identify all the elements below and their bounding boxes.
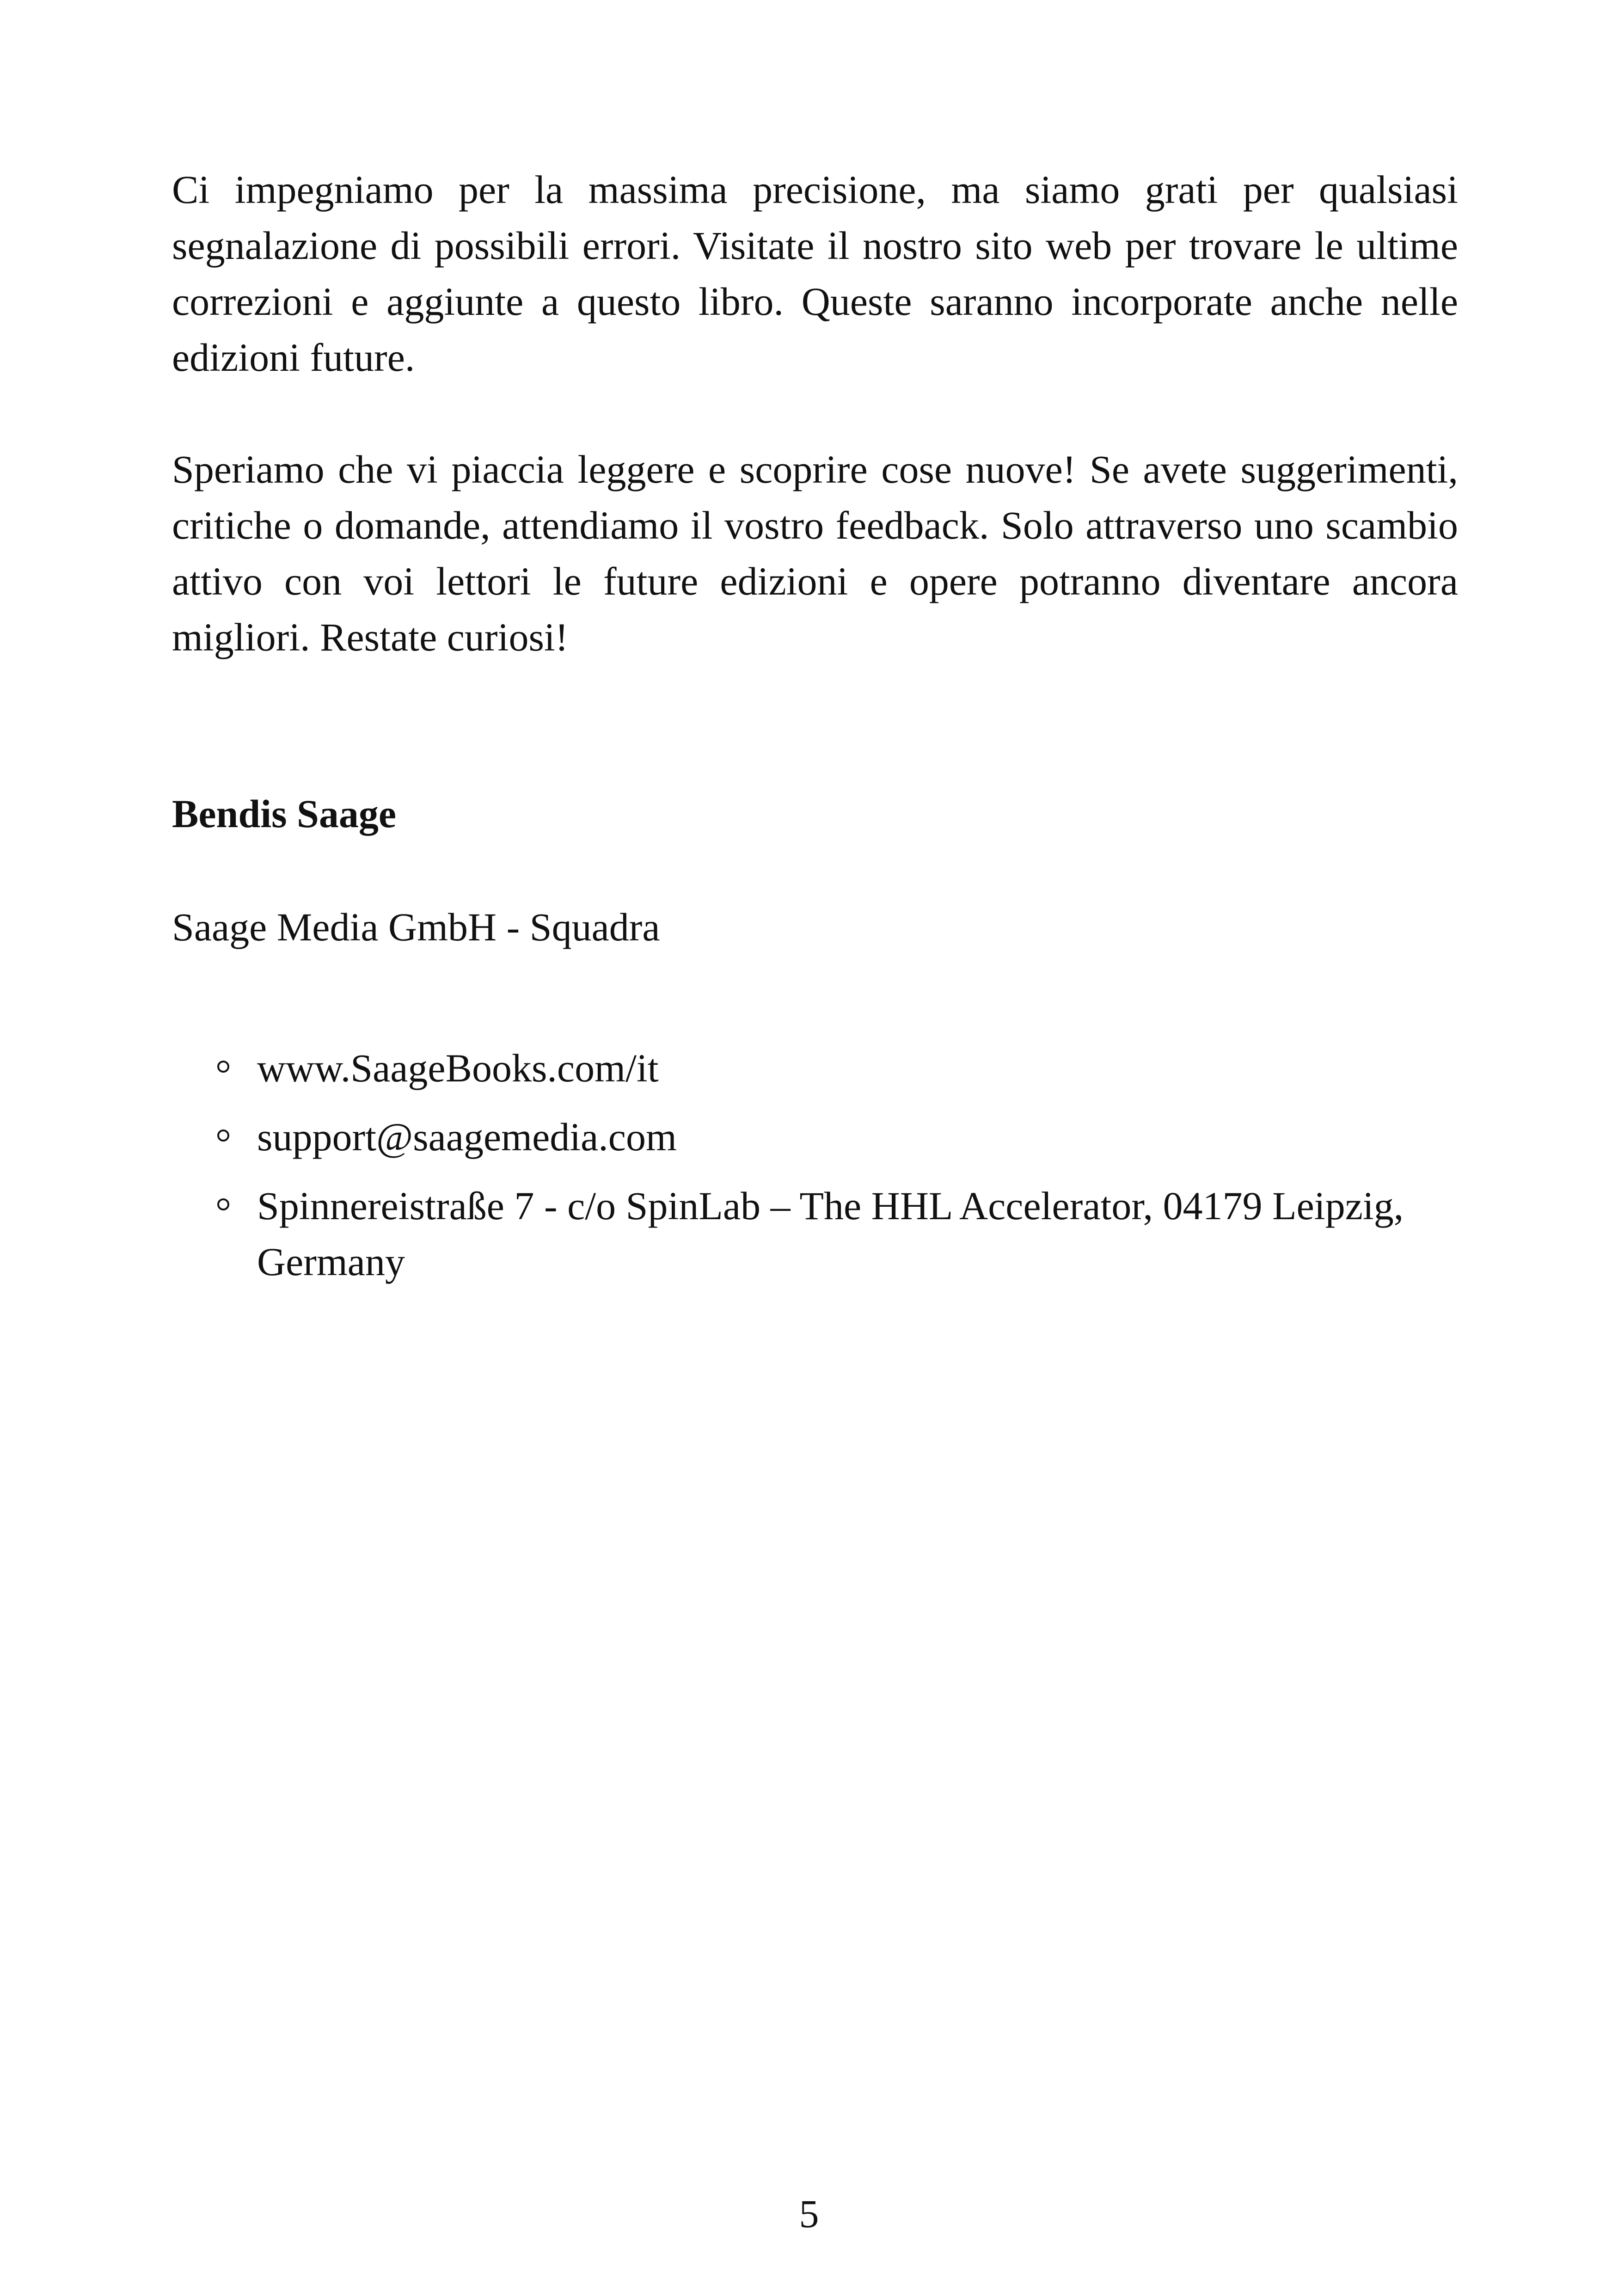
contact-address <box>172 1178 1458 1290</box>
contact-email <box>172 1109 1458 1165</box>
body-text <box>172 162 1458 665</box>
contact-website <box>172 1040 1458 1096</box>
contact-website-text: www.SaageBooks.com/it <box>257 1046 659 1090</box>
author-name: Bendis Saage <box>172 792 397 836</box>
circle-bullet-icon <box>217 1130 229 1142</box>
page-number: 5 <box>799 2192 819 2236</box>
circle-bullet-icon <box>217 1061 229 1073</box>
paragraph-corrections: Ci impegniamo per la massima precisione, ma siamo grati per qualsiasi segnalazione di possibili errori. Visitate il nostro sito web per trovare le ultime correzioni e aggiunte a questo libro. Queste saranno incorporate anche nelle edizioni future. <box>172 167 1458 380</box>
contact-email-text: support@saagemedia.com <box>257 1115 677 1159</box>
circle-bullet-icon <box>217 1198 229 1210</box>
team-name: Saage Media GmbH - Squadra <box>172 905 660 949</box>
contact-list <box>172 1040 1458 1303</box>
contact-address-text: Spinnereistraße 7 - c/o SpinLab – The HHL Accelerator, 04179 Leipzig, Germany <box>257 1184 1404 1284</box>
paragraph-feedback: Speriamo che vi piaccia leggere e scoprire cose nuove! Se avete suggerimenti, critiche o domande, attendiamo il vostro feedback. Solo attraverso uno scambio attivo con voi lettori le future edizioni e opere potranno diventare ancora migliori. Restate curiosi! <box>172 447 1458 659</box>
